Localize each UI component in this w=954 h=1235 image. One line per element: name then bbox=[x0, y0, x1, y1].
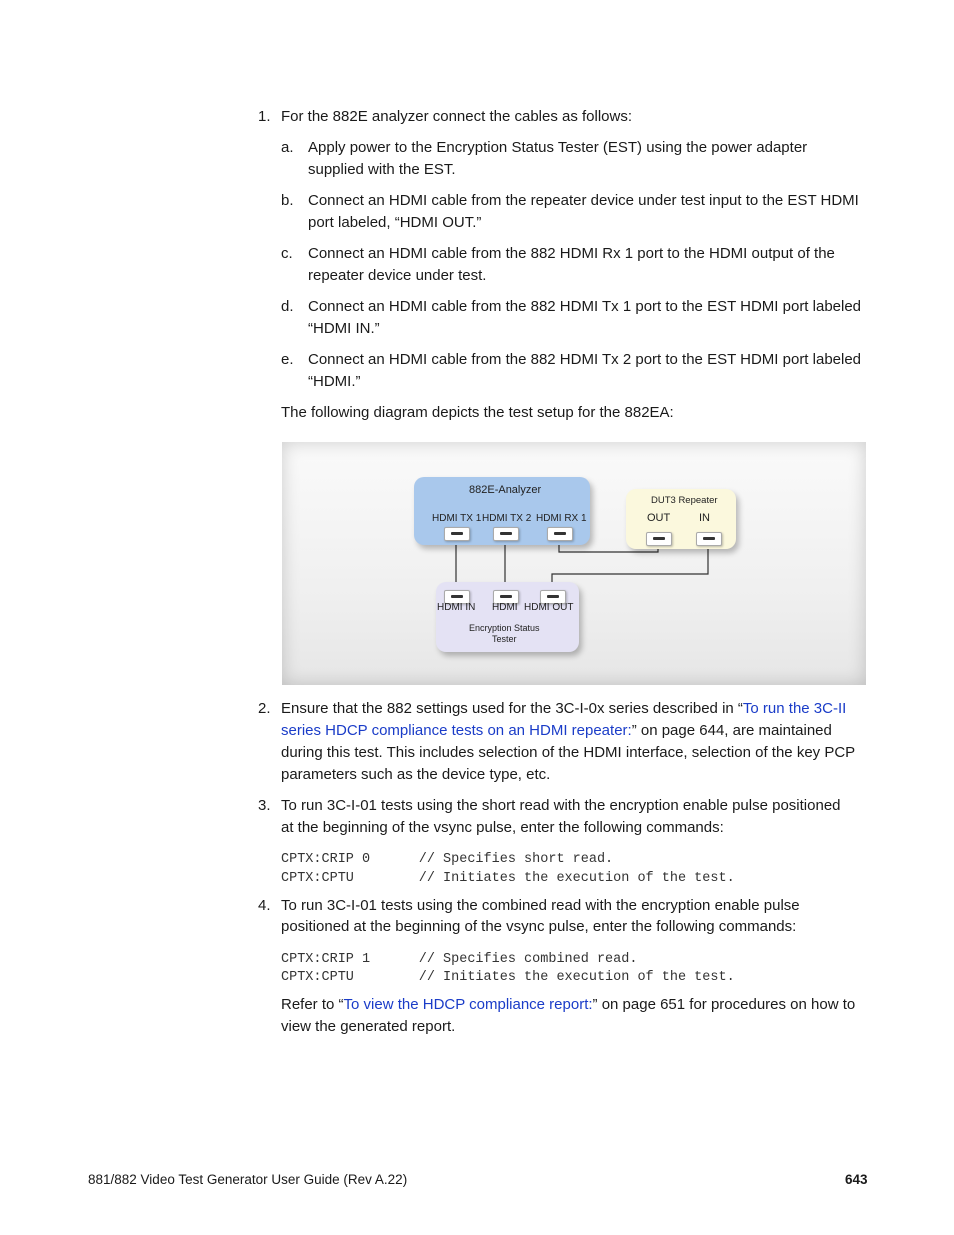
refer-pre-text: Refer to “ bbox=[281, 996, 344, 1013]
code-block-1-line1: CPTX:CRIP 0 // Specifies short read. bbox=[281, 852, 614, 867]
refer-line1 bbox=[281, 994, 855, 1016]
substep-a-line1: Apply power to the Encryption Status Tester (EST) using the power adapter bbox=[308, 139, 808, 156]
repeater-in-port-icon bbox=[696, 532, 722, 546]
step-2-line1 bbox=[281, 698, 846, 720]
step-4-line1: To run 3C-I-01 tests using the combined read with the encryption enable pulse bbox=[281, 897, 800, 914]
link-run-3c-ii-tests[interactable]: To run the 3C-II bbox=[742, 700, 847, 717]
substep-a-label: a. bbox=[281, 139, 294, 156]
refer-line2: view the generated report. bbox=[281, 1018, 456, 1035]
step-4-number: 4. bbox=[258, 897, 271, 914]
substep-e-label: e. bbox=[281, 351, 294, 368]
step-2-number: 2. bbox=[258, 700, 271, 717]
repeater-box bbox=[626, 489, 736, 549]
substep-b-line1: Connect an HDMI cable from the repeater device under test input to the EST HDMI bbox=[308, 192, 859, 209]
analyzer-box bbox=[414, 477, 590, 545]
step-4-line2: positioned at the beginning of the vsync pulse, enter the following commands: bbox=[281, 918, 797, 935]
code-block-1-line2: CPTX:CPTU // Initiates the execution of the test. bbox=[281, 871, 735, 886]
link-view-hdcp-report[interactable]: To view the HDCP compliance report: bbox=[343, 996, 593, 1013]
footer-title: 881/882 Video Test Generator User Guide (Rev A.22) bbox=[88, 1172, 408, 1187]
repeater-in-label: IN bbox=[699, 512, 710, 524]
step-2-line2-text: ” on page 644, are maintained bbox=[631, 722, 832, 739]
substep-c-line2: repeater device under test. bbox=[308, 267, 487, 284]
substep-e-line1: Connect an HDMI cable from the 882 HDMI Tx 2 port to the EST HDMI port labeled bbox=[308, 351, 862, 368]
code-block-2-line1: CPTX:CRIP 1 // Specifies combined read. bbox=[281, 952, 638, 967]
step-3-line2: at the beginning of the vsync pulse, enter the following commands: bbox=[281, 819, 724, 836]
substep-c-line1: Connect an HDMI cable from the 882 HDMI Rx 1 port to the HDMI output of the bbox=[308, 245, 835, 262]
substep-b-line2: port labeled, “HDMI OUT.” bbox=[308, 214, 482, 231]
refer-post-text: ” on page 651 for procedures on how to bbox=[592, 996, 856, 1013]
rx1-port-icon bbox=[547, 527, 573, 541]
tx1-label: HDMI TX 1 bbox=[432, 513, 482, 524]
substep-c-label: c. bbox=[281, 245, 293, 262]
step-2-line1-text: Ensure that the 882 settings used for the 3C-I-0x series described in “ bbox=[281, 700, 743, 717]
rx1-label: HDMI RX 1 bbox=[536, 513, 587, 524]
repeater-out-port-icon bbox=[646, 532, 672, 546]
step-2-line3: during this test. This includes selection of the HDMI interface, selection of the key PCP bbox=[281, 744, 856, 761]
code-block-2-line2: CPTX:CPTU // Initiates the execution of the test. bbox=[281, 970, 735, 985]
tester-title-line2: Tester bbox=[492, 634, 517, 644]
step-3-line1: To run 3C-I-01 tests using the short read with the encryption enable pulse positioned bbox=[281, 797, 841, 814]
page-number: 643 bbox=[845, 1172, 868, 1187]
repeater-title: DUT3 Repeater bbox=[651, 495, 718, 506]
substep-e-line2: “HDMI.” bbox=[308, 373, 361, 390]
substep-d-line2: “HDMI IN.” bbox=[308, 320, 380, 337]
tx2-port-icon bbox=[493, 527, 519, 541]
link-run-3c-ii-tests-cont[interactable]: series HDCP compliance tests on an HDMI repeater: bbox=[281, 722, 632, 739]
substep-a-line2: supplied with the EST. bbox=[308, 161, 456, 178]
diagram-intro: The following diagram depicts the test setup for the 882EA: bbox=[281, 404, 674, 421]
substep-d-label: d. bbox=[281, 298, 294, 315]
est-hdmi-label: HDMI bbox=[492, 602, 518, 613]
tester-box bbox=[436, 582, 579, 652]
tester-title-line1: Encryption Status bbox=[469, 623, 540, 633]
analyzer-title: 882E-Analyzer bbox=[469, 484, 542, 496]
est-in-label: HDMI IN bbox=[437, 602, 476, 613]
tx2-label: HDMI TX 2 bbox=[482, 513, 532, 524]
substep-b-label: b. bbox=[281, 192, 294, 209]
step-1-text: For the 882E analyzer connect the cables as follows: bbox=[281, 108, 633, 125]
step-2-line2 bbox=[281, 720, 832, 742]
repeater-out-label: OUT bbox=[647, 512, 671, 524]
step-1-number: 1. bbox=[258, 108, 271, 125]
tx1-port-icon bbox=[444, 527, 470, 541]
est-out-label: HDMI OUT bbox=[524, 602, 574, 613]
step-2-line4: parameters such as the device type, etc. bbox=[281, 766, 551, 783]
step-3-number: 3. bbox=[258, 797, 271, 814]
test-setup-diagram bbox=[282, 442, 866, 685]
substep-d-line1: Connect an HDMI cable from the 882 HDMI Tx 1 port to the EST HDMI port labeled bbox=[308, 298, 862, 315]
